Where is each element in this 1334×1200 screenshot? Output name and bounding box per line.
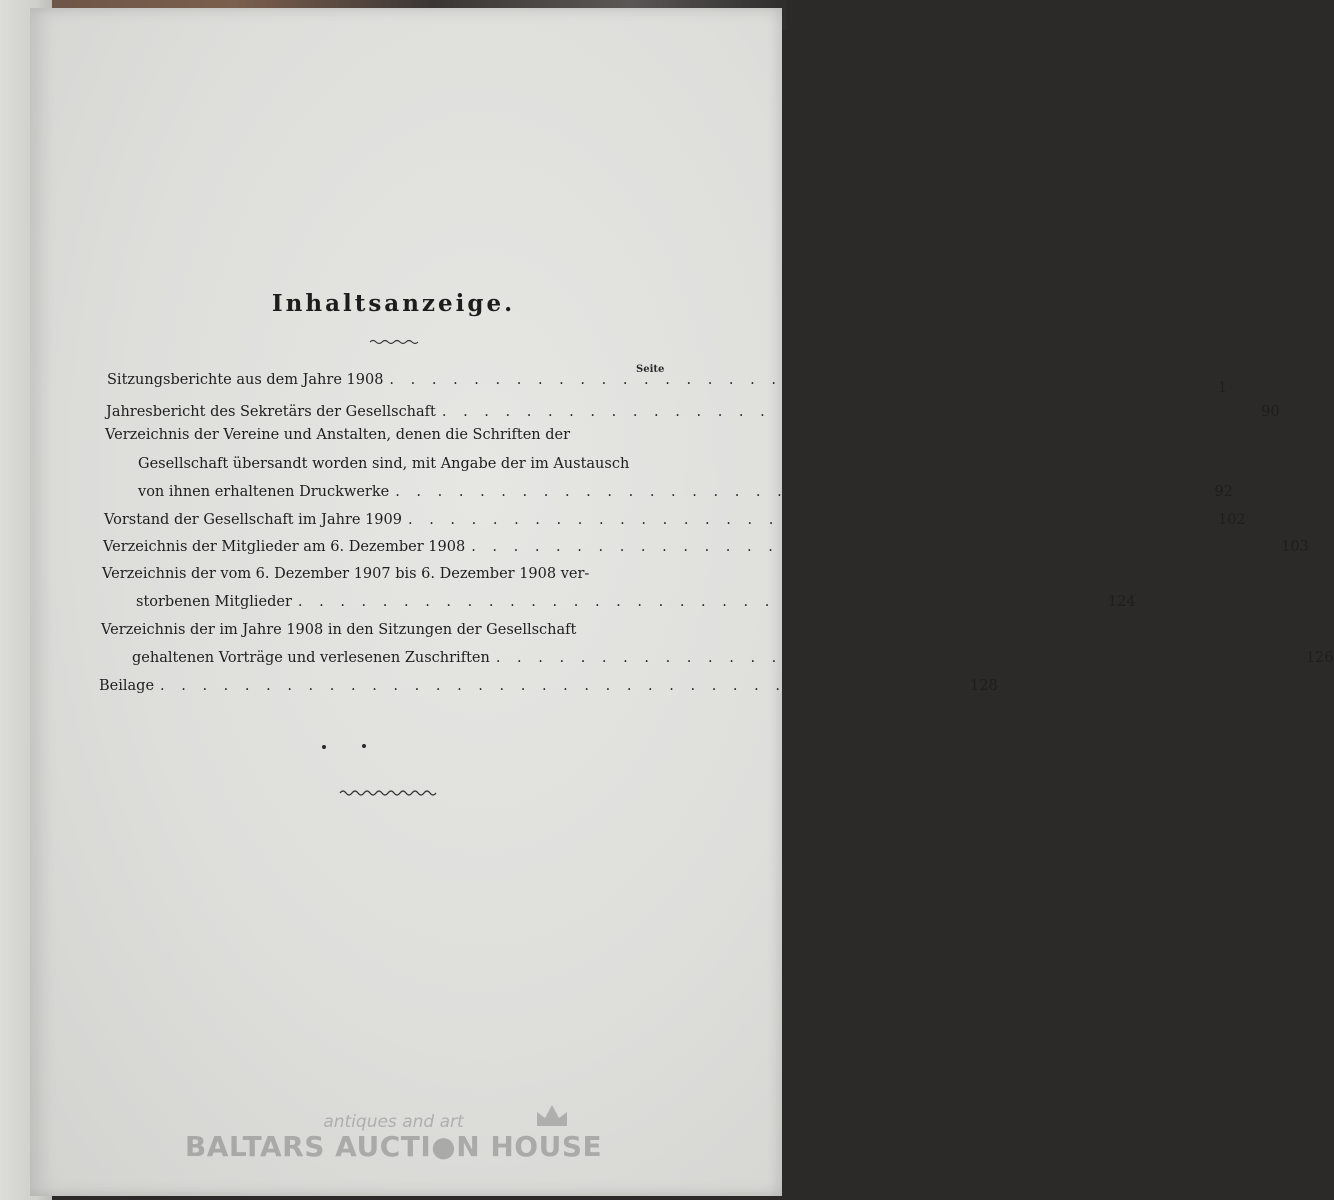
toc-entry <box>104 512 1246 534</box>
toc-entry-text: Verzeichnis der Vereine und Anstalten, denen die Schriften der <box>105 427 571 443</box>
toc-entry-text: Beilage <box>99 678 155 694</box>
toc-leader-dots: . . . . . . . . . . . . . . . . . . . . . . . . . . . . . . . . . . . . . . <box>407 512 1204 528</box>
toc-entry-page: 103 <box>1281 539 1309 555</box>
toc-leader-dots: . . . . . . . . . . . . . . . . . . . . . . . . . . . . . . . . . . . . . . <box>395 484 1191 500</box>
toc-leader-dots: . . . . . . . . . . . . . . . . . . . . . . . . . . . . . . . . . . . . . . <box>441 404 1238 420</box>
toc-entry <box>138 484 1233 506</box>
toc-entry-line <box>102 566 646 582</box>
page-title: Inhaltsanzeige. <box>271 290 516 317</box>
toc-entry <box>99 678 998 700</box>
toc-entry-text: Jahresbericht des Sekretärs der Gesellschaft <box>106 404 436 420</box>
toc-leader-dots: . . . . . . . . . . . . . . . . . . . . . . . . . . . . . . . . . . . . . . <box>495 650 1292 666</box>
toc-entry-page: 1 <box>1217 380 1228 396</box>
seite-label: Seite <box>636 364 665 375</box>
ink-speck <box>322 745 326 749</box>
toc-leader-dots: . . . . . . . . . . . . . . . . . . . . . . . . . . . . . . . . . . . . . . <box>471 539 1267 555</box>
toc-entry-line <box>138 456 632 472</box>
toc-entry-text: Gesellschaft übersandt worden sind, mit Angabe der im Austausch <box>138 456 630 472</box>
toc-entry-page: 92 <box>1214 484 1233 500</box>
toc-leader-dots: . . . . . . . . . . . . . . . . . . . . . . . . . . . . . . . . . . . . . . <box>389 372 1186 388</box>
toc-entry <box>132 650 1334 672</box>
ink-speck <box>362 744 366 748</box>
toc-entry-page: 102 <box>1217 512 1246 528</box>
toc-entry-text: Verzeichnis der Mitglieder am 6. Dezember 1908 <box>103 539 466 555</box>
toc-entry-text: von ihnen erhaltenen Druckwerke <box>138 484 390 500</box>
toc-leader-dots: . . . . . . . . . . . . . . . . . . . . . . . . . . . . . . . . . . . . . . <box>160 678 956 694</box>
toc-entry-text: storbenen Mitglieder <box>136 594 292 610</box>
toc-entry <box>103 539 1309 561</box>
title-ornament <box>370 338 420 346</box>
toc-entry <box>107 372 1228 396</box>
toc-entry-page: 128 <box>970 678 998 694</box>
toc-entry-page: 126 <box>1305 650 1334 666</box>
toc-leader-dots: . . . . . . . . . . . . . . . . . . . . . . . . . . . . . . . . . . . . . . <box>297 594 1094 610</box>
toc-entry-line <box>105 427 645 443</box>
toc-entry-text: Sitzungsberichte aus dem Jahre 1908 <box>107 372 384 388</box>
toc-entry-text: Vorstand der Gesellschaft im Jahre 1909 <box>104 512 402 528</box>
toc-entry-line <box>101 622 645 638</box>
toc-entry-page: 90 <box>1261 404 1280 420</box>
toc-entry-text: Verzeichnis der vom 6. Dezember 1907 bis 6. Dezember 1908 ver- <box>102 566 590 582</box>
toc-entry-text: Verzeichnis der im Jahre 1908 in den Sitzungen der Gesellschaft <box>101 622 577 638</box>
watermark-tagline: antiques and art <box>323 1112 464 1132</box>
toc-entry-page: 124 <box>1107 594 1136 610</box>
toc-entry <box>136 594 1136 616</box>
toc-entry-text: gehaltenen Vorträge und verlesenen Zuschriften <box>132 650 490 666</box>
end-ornament <box>340 788 436 798</box>
toc-entry <box>106 404 1280 426</box>
watermark-brand: BALTARS AUCTI●N HOUSE <box>184 1130 603 1163</box>
